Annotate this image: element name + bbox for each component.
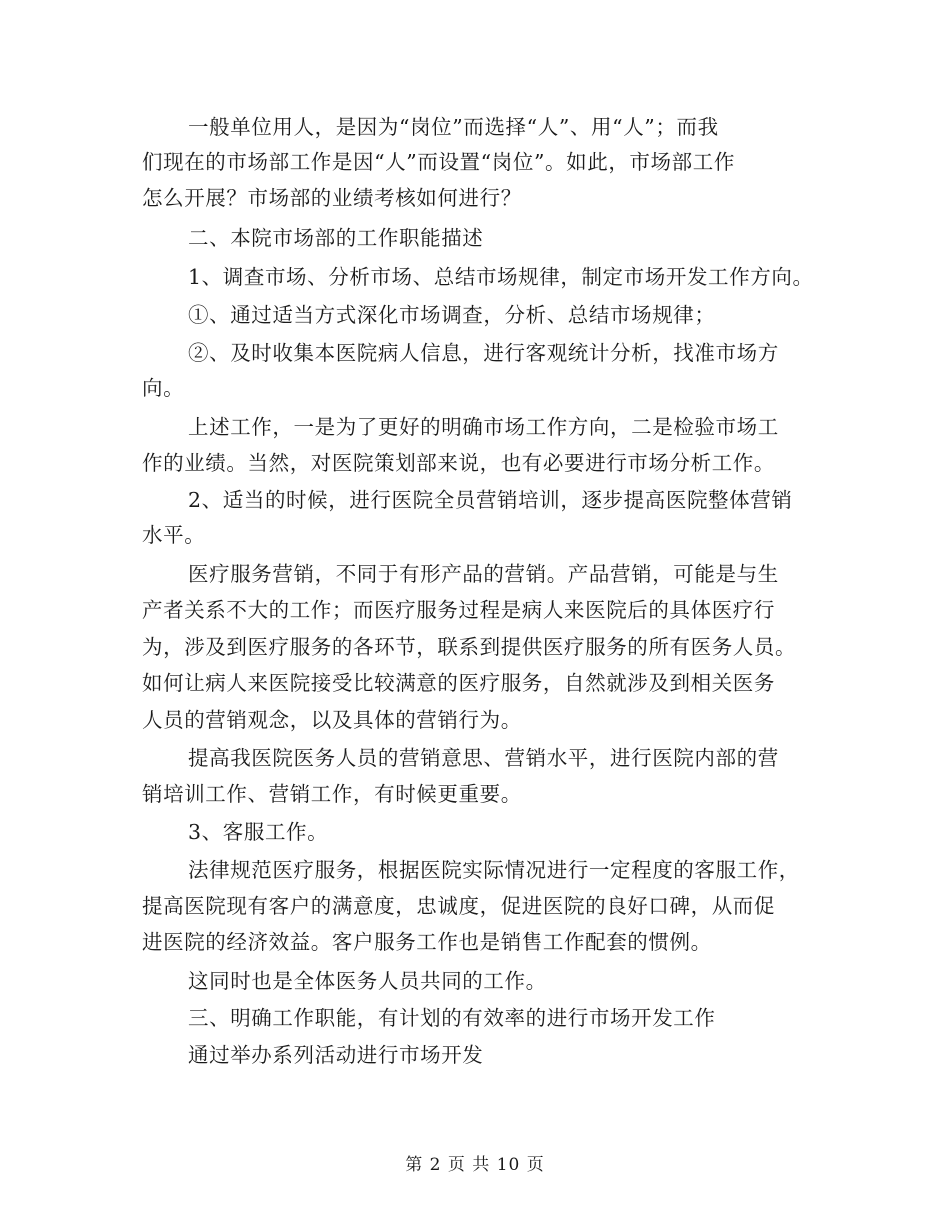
text-line: 为，涉及到医疗服务的各环节，联系到提供医疗服务的所有医务人员。 <box>142 635 797 659</box>
text-line: 提高我医院医务人员的营销意思、营销水平，进行医院内部的营 <box>188 746 779 770</box>
text-line: ②、及时收集本医院病人信息，进行客观统计分析，找准市场方 <box>188 341 779 365</box>
text-line: 通过举办系列活动进行市场开发 <box>188 1043 484 1067</box>
text-line: 进医院的经济效益。客户服务工作也是销售工作配套的惯例。 <box>142 930 712 954</box>
text-line: 向。 <box>142 376 185 400</box>
text-line: 怎么开展？市场部的业绩考核如何进行？ <box>142 186 522 210</box>
text-line: 这同时也是全体医务人员共同的工作。 <box>188 969 547 993</box>
section-heading: 三、明确工作职能，有计划的有效率的进行市场开发工作 <box>188 1006 716 1030</box>
text-line: 一般单位用人，是因为“岗位”而选择“人”、用“人”；而我 <box>188 115 719 139</box>
text-line: 人员的营销观念，以及具体的营销行为。 <box>142 708 522 732</box>
text-line: 法律规范医疗服务，根据医院实际情况进行一定程度的客服工作， <box>188 858 800 882</box>
text-line: 医疗服务营销，不同于有形产品的营销。产品营销，可能是与生 <box>188 562 779 586</box>
text-line: 销培训工作、营销工作，有时候更重要。 <box>142 782 522 806</box>
text-line: 3、客服工作。 <box>188 820 329 844</box>
text-line: 产者关系不大的工作；而医疗服务过程是病人来医院后的具体医疗行 <box>142 598 775 622</box>
text-line: 上述工作，一是为了更好的明确市场工作方向，二是检验市场工 <box>188 415 779 439</box>
text-line: 水平。 <box>142 523 206 547</box>
text-line: 1、调查市场、分析市场、总结市场规律，制定市场开发工作方向。 <box>188 265 814 289</box>
section-heading: 二、本院市场部的工作职能描述 <box>188 226 484 250</box>
text-line: 如何让病人来医院接受比较满意的医疗服务，自然就涉及到相关医务 <box>142 671 775 695</box>
text-line: 们现在的市场部工作是因“人”而设置“岗位”。如此，市场部工作 <box>142 150 735 174</box>
text-line: 2、适当的时候，进行医院全员营销培训，逐步提高医院整体营销 <box>188 488 793 512</box>
text-line: ①、通过适当方式深化市场调查，分析、总结市场规律； <box>188 303 716 327</box>
page-number-footer: 第 2 页 共 10 页 <box>405 1155 545 1175</box>
text-line: 提高医院现有客户的满意度，忠诚度，促进医院的良好口碑，从而促 <box>142 894 775 918</box>
text-line: 作的业绩。当然，对医院策划部来说，也有必要进行市场分析工作。 <box>142 451 775 475</box>
